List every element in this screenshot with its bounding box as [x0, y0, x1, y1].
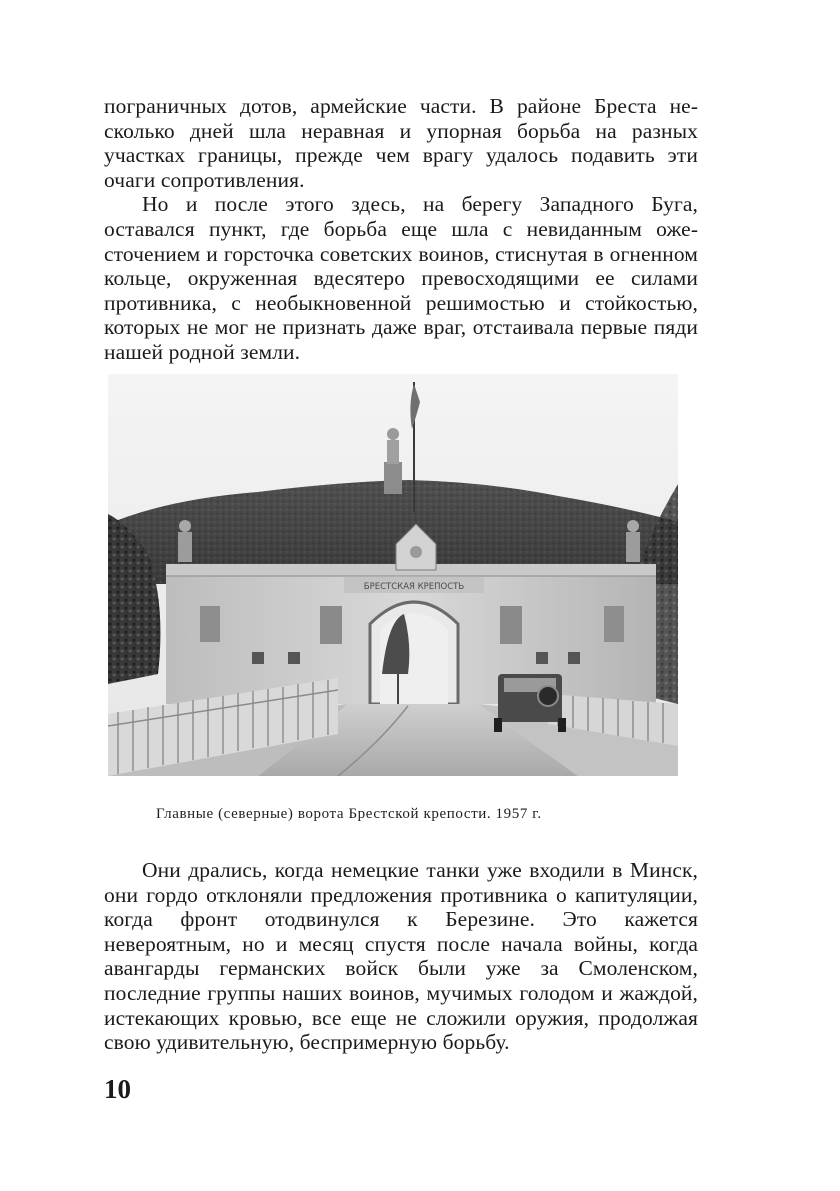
page-number: 10	[104, 1074, 131, 1104]
small-window	[252, 652, 264, 664]
small-window	[568, 652, 580, 664]
inscription-text: БРЕСТСКАЯ КРЕПОСТЬ	[363, 582, 465, 592]
bottom-text-block	[104, 858, 698, 1055]
wall-niche	[500, 606, 522, 644]
wall-niche	[320, 606, 342, 644]
wall-niche	[604, 606, 624, 642]
small-window	[536, 652, 548, 664]
photo-brest-fortress-gate	[108, 374, 678, 776]
right-sculpture	[626, 520, 640, 562]
top-text-block	[104, 94, 698, 365]
paragraph-fortress-defense: Но и после этого здесь, на берегу Западного Буга, оставался пункт, где борьба еще шла с невиданным ожесточением и горсточка советских воинов, стиснутая в огненном кольце, окруженная вдесятеро превосходящими ее силами противника, с необыкновенной решимостью и стойкостью, которых не мог не признать даже враг, отстаивала первые пяди нашей родной земли.	[104, 192, 698, 364]
wall-niche	[200, 606, 220, 642]
photo-caption: Главные (северные) ворота Брестской крепости. 1957 г.	[156, 806, 542, 822]
left-sculpture	[178, 520, 192, 562]
paragraph-last-defenders: Они дрались, когда немецкие танки уже входили в Минск, они гордо отклоняли предложения противника о капитуляции, когда фронт отодвинулся к Березине. Это кажется невероятным, но и месяц спустя после начала войны, когда авангарды германских войск были уже за Смоленском, последние группы наших воинов, мучимых голодом и жаждой, истекающих кровью, все еще не сложили оружия, продолжая свою удивительную, беспримерную борьбу.	[104, 858, 698, 1055]
small-window	[288, 652, 300, 664]
paragraph-continuation: пограничных дотов, армейские части. В районе Бреста несколько дней шла неравная и упорная борьба на разных участках границы, прежде чем врагу удалось подавить эти очаги сопротивления.	[104, 94, 698, 192]
